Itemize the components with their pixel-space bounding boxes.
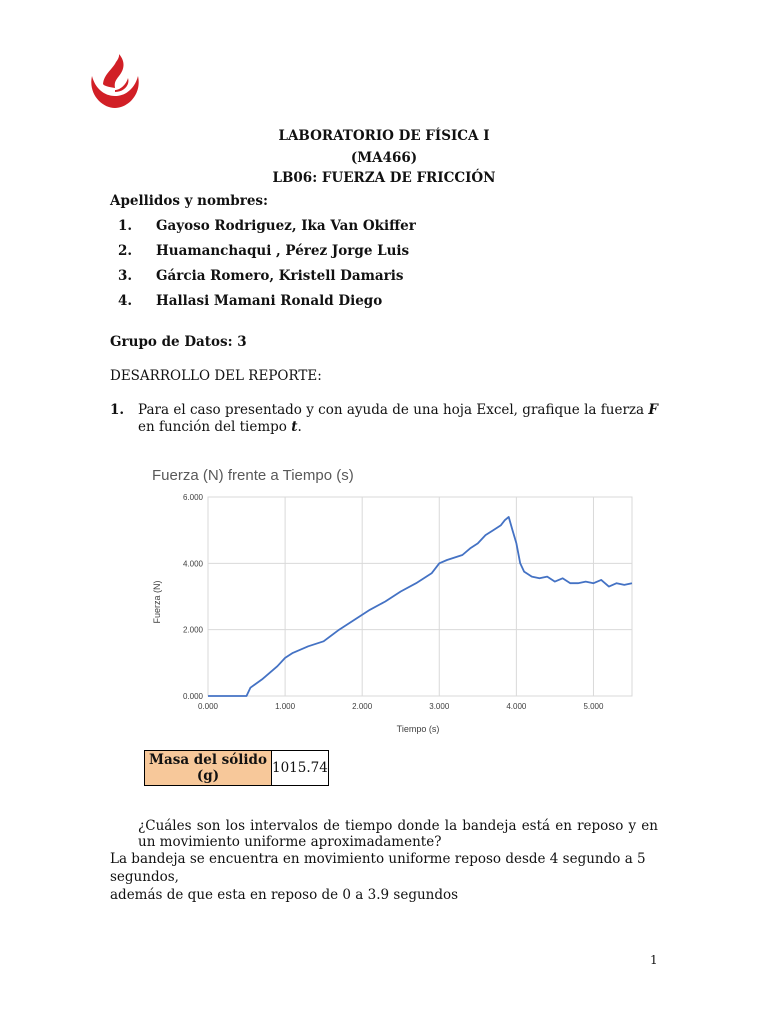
question-text: Para el caso presentado y con ayuda de una hoja Excel, grafique la fuerza F en función del tiempo t. [138,402,658,435]
mass-table [144,750,329,786]
author-item: 1. Gayoso Rodriguez, Ika Van Okiffer [118,218,416,234]
author-item: 2. Huamanchaqui , Pérez Jorge Luis [118,243,410,259]
author-item: 4. Hallasi Mamani Ronald Diego [118,293,383,309]
data-group: Grupo de Datos: 3 [110,334,247,350]
document-title: LABORATORIO DE FÍSICA I [278,128,490,144]
x-tick-label: 2.000 [352,702,373,711]
course-code: (MA466) [350,150,418,166]
university-logo-icon [86,54,144,110]
y-tick-label: 4.000 [182,559,203,569]
x-tick-label: 1.000 [275,702,296,711]
answer-text: La bandeja se encuentra en movimiento uniforme reposo desde 4 segundo a 5 segundos, además de que esta en reposo de 0 a 3.9 segundos [110,851,646,903]
x-tick-label: 5.000 [583,702,604,711]
author-item: 3. Gárcia Romero, Kristell Damaris [118,268,404,284]
x-axis-label: Tiempo (s) [396,724,440,734]
x-tick-label: 0.000 [197,702,219,711]
x-tick-label: 3.000 [429,702,450,711]
section-title: DESARROLLO DEL REPORTE: [110,368,322,384]
lab-title: LB06: FUERZA DE FRICCIÓN [272,170,496,186]
chart-background [146,456,648,740]
mass-label-cell: Masa del sólido (g) [145,751,272,786]
question-number: 1. [110,402,125,418]
authors-label: Apellidos y nombres: [110,193,269,209]
chart-title: Fuerza (N) frente a Tiempo (s) [152,467,354,484]
mass-value-cell: 1015.74 [272,751,329,786]
force-time-chart [146,456,648,740]
page-number: 1 [650,953,658,967]
x-tick-label: 4.000 [506,702,527,711]
y-tick-label: 2.000 [182,625,203,635]
y-tick-label: 0.000 [182,692,203,701]
y-tick-label: 6.000 [182,493,203,502]
question-1 [110,402,658,436]
y-axis-label: Fuerza (N) [152,580,162,624]
question-2: ¿Cuáles son los intervalos de tiempo donde la bandeja está en reposo y en un movimiento uniforme aproximadamente? [138,818,658,850]
